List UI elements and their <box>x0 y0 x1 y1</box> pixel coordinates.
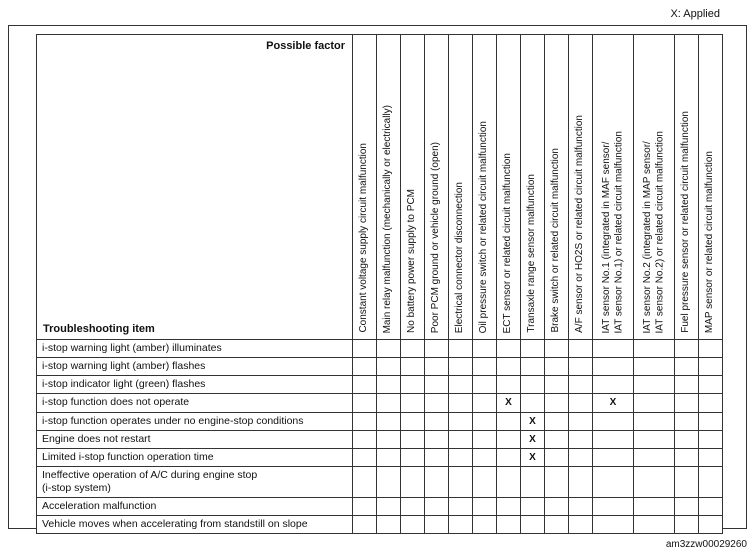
empty-cell <box>675 358 699 376</box>
empty-cell <box>425 358 449 376</box>
empty-cell <box>377 516 401 534</box>
empty-cell <box>593 516 634 534</box>
factor-header-label: IAT sensor No.1 (integrated in MAF sensor/ IAT sensor No.1) or related circuit malfunction <box>600 130 624 333</box>
empty-cell <box>593 430 634 448</box>
empty-cell <box>377 498 401 516</box>
empty-cell <box>521 376 545 394</box>
empty-cell <box>473 498 497 516</box>
empty-cell <box>675 466 699 497</box>
empty-cell <box>675 340 699 358</box>
empty-cell <box>699 376 723 394</box>
empty-cell <box>634 448 675 466</box>
header-row <box>37 35 723 340</box>
empty-cell <box>449 394 473 412</box>
empty-cell <box>545 430 569 448</box>
empty-cell <box>545 516 569 534</box>
empty-cell <box>473 448 497 466</box>
factor-header-label: Constant voltage supply circuit malfunction <box>358 143 370 333</box>
empty-cell <box>569 430 593 448</box>
empty-cell <box>675 394 699 412</box>
table-row <box>37 448 723 466</box>
empty-cell <box>401 448 425 466</box>
empty-cell <box>449 466 473 497</box>
empty-cell <box>449 430 473 448</box>
empty-cell <box>675 516 699 534</box>
empty-cell <box>401 394 425 412</box>
empty-cell <box>497 358 521 376</box>
empty-cell <box>497 430 521 448</box>
table-row <box>37 430 723 448</box>
empty-cell <box>401 412 425 430</box>
factor-header <box>497 35 521 340</box>
empty-cell <box>401 376 425 394</box>
empty-cell <box>401 358 425 376</box>
empty-cell <box>634 430 675 448</box>
empty-cell <box>699 340 723 358</box>
empty-cell <box>569 466 593 497</box>
troubleshooting-item: Limited i-stop function operation time <box>37 448 353 466</box>
table-row <box>37 358 723 376</box>
factor-header-label: Brake switch or related circuit malfunction <box>550 148 562 333</box>
empty-cell <box>545 412 569 430</box>
empty-cell <box>634 412 675 430</box>
factor-header <box>699 35 723 340</box>
factor-header <box>593 35 634 340</box>
factor-header-label: IAT sensor No.2 (integrated in MAP sensor/ IAT sensor No.2) or related circuit malfunction <box>641 130 665 333</box>
empty-cell <box>353 412 377 430</box>
factor-header-label: Poor PCM ground or vehicle ground (open) <box>430 141 442 333</box>
empty-cell <box>473 430 497 448</box>
troubleshooting-item-label: Troubleshooting item <box>43 323 155 335</box>
empty-cell <box>634 358 675 376</box>
empty-cell <box>425 412 449 430</box>
empty-cell <box>425 430 449 448</box>
empty-cell <box>353 340 377 358</box>
empty-cell <box>593 376 634 394</box>
factor-header <box>675 35 699 340</box>
empty-cell <box>449 412 473 430</box>
troubleshooting-item: Ineffective operation of A/C during engine stop (i-stop system) <box>37 466 353 497</box>
empty-cell <box>699 466 723 497</box>
empty-cell <box>401 430 425 448</box>
empty-cell <box>401 466 425 497</box>
empty-cell <box>521 394 545 412</box>
empty-cell <box>699 358 723 376</box>
factor-header <box>521 35 545 340</box>
empty-cell <box>377 394 401 412</box>
applied-mark: X <box>497 394 521 412</box>
empty-cell <box>377 466 401 497</box>
applied-mark: X <box>593 394 634 412</box>
empty-cell <box>699 498 723 516</box>
empty-cell <box>449 340 473 358</box>
empty-cell <box>473 412 497 430</box>
factor-header-label: ECT sensor or related circuit malfunction <box>502 152 514 333</box>
empty-cell <box>699 448 723 466</box>
empty-cell <box>425 498 449 516</box>
empty-cell <box>569 358 593 376</box>
factor-header <box>545 35 569 340</box>
table-row <box>37 466 723 497</box>
troubleshooting-item: i-stop indicator light (green) flashes <box>37 376 353 394</box>
table-row <box>37 394 723 412</box>
empty-cell <box>545 394 569 412</box>
empty-cell <box>377 358 401 376</box>
factor-header <box>353 35 377 340</box>
troubleshooting-item: Vehicle moves when accelerating from standstill on slope <box>37 516 353 534</box>
empty-cell <box>473 394 497 412</box>
empty-cell <box>593 466 634 497</box>
empty-cell <box>497 412 521 430</box>
empty-cell <box>425 340 449 358</box>
figure-code: am3zzw00029260 <box>665 539 747 550</box>
empty-cell <box>675 430 699 448</box>
empty-cell <box>449 376 473 394</box>
matrix-body <box>37 340 723 534</box>
factor-header-label: MAP sensor or related circuit malfunction <box>704 150 716 333</box>
empty-cell <box>497 448 521 466</box>
empty-cell <box>593 412 634 430</box>
empty-cell <box>521 498 545 516</box>
troubleshooting-item: Engine does not restart <box>37 430 353 448</box>
table-row <box>37 340 723 358</box>
empty-cell <box>545 498 569 516</box>
empty-cell <box>425 448 449 466</box>
empty-cell <box>497 340 521 358</box>
factor-header <box>401 35 425 340</box>
empty-cell <box>593 340 634 358</box>
factor-header <box>569 35 593 340</box>
empty-cell <box>377 340 401 358</box>
figure-border <box>8 25 747 529</box>
empty-cell <box>545 448 569 466</box>
empty-cell <box>634 498 675 516</box>
empty-cell <box>675 448 699 466</box>
empty-cell <box>353 448 377 466</box>
empty-cell <box>675 498 699 516</box>
factor-header-label: A/F sensor or HO2S or related circuit malfunction <box>574 115 586 333</box>
empty-cell <box>634 394 675 412</box>
empty-cell <box>353 358 377 376</box>
empty-cell <box>569 412 593 430</box>
empty-cell <box>545 340 569 358</box>
table-row <box>37 412 723 430</box>
troubleshooting-item: Acceleration malfunction <box>37 498 353 516</box>
empty-cell <box>521 358 545 376</box>
empty-cell <box>449 448 473 466</box>
empty-cell <box>377 412 401 430</box>
empty-cell <box>521 340 545 358</box>
empty-cell <box>634 516 675 534</box>
troubleshooting-item: i-stop function operates under no engine-stop conditions <box>37 412 353 430</box>
possible-factor-label: Possible factor <box>266 40 345 52</box>
empty-cell <box>353 430 377 448</box>
factor-header <box>449 35 473 340</box>
empty-cell <box>449 358 473 376</box>
empty-cell <box>473 376 497 394</box>
factor-header-label: Fuel pressure sensor or related circuit malfunction <box>680 111 692 333</box>
empty-cell <box>545 358 569 376</box>
empty-cell <box>353 376 377 394</box>
empty-cell <box>545 466 569 497</box>
empty-cell <box>521 516 545 534</box>
empty-cell <box>569 516 593 534</box>
empty-cell <box>401 516 425 534</box>
empty-cell <box>569 448 593 466</box>
empty-cell <box>593 498 634 516</box>
empty-cell <box>675 412 699 430</box>
empty-cell <box>634 466 675 497</box>
empty-cell <box>569 376 593 394</box>
factor-header-label: No battery power supply to PCM <box>406 189 418 333</box>
empty-cell <box>449 516 473 534</box>
empty-cell <box>497 466 521 497</box>
troubleshooting-item: i-stop function does not operate <box>37 394 353 412</box>
empty-cell <box>545 376 569 394</box>
empty-cell <box>353 498 377 516</box>
empty-cell <box>353 394 377 412</box>
empty-cell <box>425 466 449 497</box>
factor-header <box>425 35 449 340</box>
empty-cell <box>634 376 675 394</box>
empty-cell <box>473 358 497 376</box>
empty-cell <box>497 516 521 534</box>
table-row <box>37 498 723 516</box>
applied-mark: X <box>521 412 545 430</box>
factor-header <box>634 35 675 340</box>
applied-mark: X <box>521 448 545 466</box>
table-row <box>37 376 723 394</box>
empty-cell <box>634 340 675 358</box>
empty-cell <box>699 412 723 430</box>
empty-cell <box>699 394 723 412</box>
factor-header-label: Transaxle range sensor malfunction <box>526 174 538 333</box>
empty-cell <box>449 498 473 516</box>
troubleshooting-matrix <box>36 34 723 534</box>
empty-cell <box>425 516 449 534</box>
factor-header <box>473 35 497 340</box>
corner-cell <box>37 35 353 340</box>
empty-cell <box>353 516 377 534</box>
empty-cell <box>699 516 723 534</box>
empty-cell <box>497 376 521 394</box>
applied-mark: X <box>521 430 545 448</box>
empty-cell <box>377 376 401 394</box>
empty-cell <box>569 394 593 412</box>
empty-cell <box>521 466 545 497</box>
troubleshooting-item: i-stop warning light (amber) illuminates <box>37 340 353 358</box>
factor-header <box>377 35 401 340</box>
empty-cell <box>473 516 497 534</box>
empty-cell <box>401 340 425 358</box>
empty-cell <box>699 430 723 448</box>
empty-cell <box>473 466 497 497</box>
empty-cell <box>593 448 634 466</box>
factor-header-label: Main relay malfunction (mechanically or electrically) <box>382 104 394 333</box>
troubleshooting-item: i-stop warning light (amber) flashes <box>37 358 353 376</box>
empty-cell <box>569 340 593 358</box>
empty-cell <box>593 358 634 376</box>
empty-cell <box>569 498 593 516</box>
empty-cell <box>497 498 521 516</box>
factor-header-label: Electrical connector disconnection <box>454 181 466 333</box>
applied-legend: X: Applied <box>670 8 720 20</box>
empty-cell <box>425 376 449 394</box>
factor-header-label: Oil pressure switch or related circuit malfunction <box>478 120 490 333</box>
empty-cell <box>425 394 449 412</box>
table-row <box>37 516 723 534</box>
empty-cell <box>377 430 401 448</box>
empty-cell <box>401 498 425 516</box>
empty-cell <box>473 340 497 358</box>
empty-cell <box>353 466 377 497</box>
empty-cell <box>377 448 401 466</box>
matrix-head <box>37 35 723 340</box>
empty-cell <box>675 376 699 394</box>
